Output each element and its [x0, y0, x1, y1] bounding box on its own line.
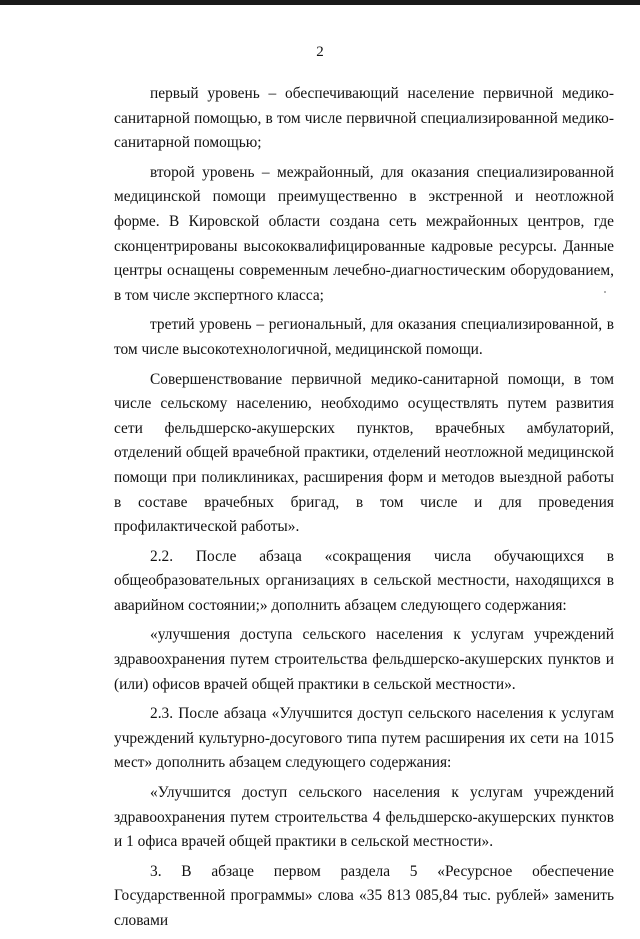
paragraph-item-2-3: 2.3. После абзаца «Улучшится доступ сельского населения к услугам учреждений культурно-досугового типа путем расширения их сети на 1015 мест» дополнить абзацем следующего содержания: — [114, 705, 614, 772]
scan-speck — [604, 291, 606, 293]
document-body — [114, 82, 614, 939]
paragraph-primary-care: Совершенствование первичной медико-санитарной помощи, в том числе сельскому населению, необходимо осуществлять путем развития сети фельдшерско-акушерских пунктов, врачебных амбулаторий, отделений общей врачебной практики, отделений неотложной медицинской помощи при поликлиниках, расширения форм и методов выездной работы в составе врачебных бригад, в том числе и для проведения профилактической работы». — [114, 370, 614, 536]
paragraph-level-two: второй уровень – межрайонный, для оказания специализированной медицинской помощи преимущественно в экстренной и неотложной форме. В Кировской области создана сеть межрайонных центров, где сконцентрированы высококвалифицированные кадровые ресурсы. Данные центры оснащены современным лечебно-диагностическим оборудованием, в том числе экспертного класса; — [114, 163, 614, 304]
paragraph-item-3: 3. В абзаце первом раздела 5 «Ресурсное обеспечение Государственной программы» слова «35 813 085,84 тыс. рублей» заменить словами — [114, 862, 614, 929]
paragraph-level-three: третий уровень – региональный, для оказания специализированной, в том числе высокотехнологичной, медицинской помощи. — [114, 316, 614, 358]
paragraph-item-2-3-quote: «Улучшится доступ сельского населения к услугам учреждений здравоохранения путем строительства 4 фельдшерско-акушерских пунктов и 1 офиса врачей общей практики в сельской местности». — [114, 784, 614, 851]
top-border-rule — [0, 0, 640, 5]
paragraph-item-2-2-quote: «улучшения доступа сельского населения к услугам учреждений здравоохранения путем строительства фельдшерско-акушерских пунктов и (или) офисов врачей общей практики в сельской местности». — [114, 626, 614, 693]
page-number: 2 — [316, 44, 324, 60]
paragraph-item-2-2: 2.2. После абзаца «сокращения числа обучающихся в общеобразовательных организациях в сельской местности, находящихся в аварийном состоянии;» дополнить абзацем следующего содержания: — [114, 547, 614, 614]
paragraph-level-one: первый уровень – обеспечивающий население первичной медико-санитарной помощью, в том числе первичной специализированной медико-санитарной помощью; — [114, 85, 614, 152]
